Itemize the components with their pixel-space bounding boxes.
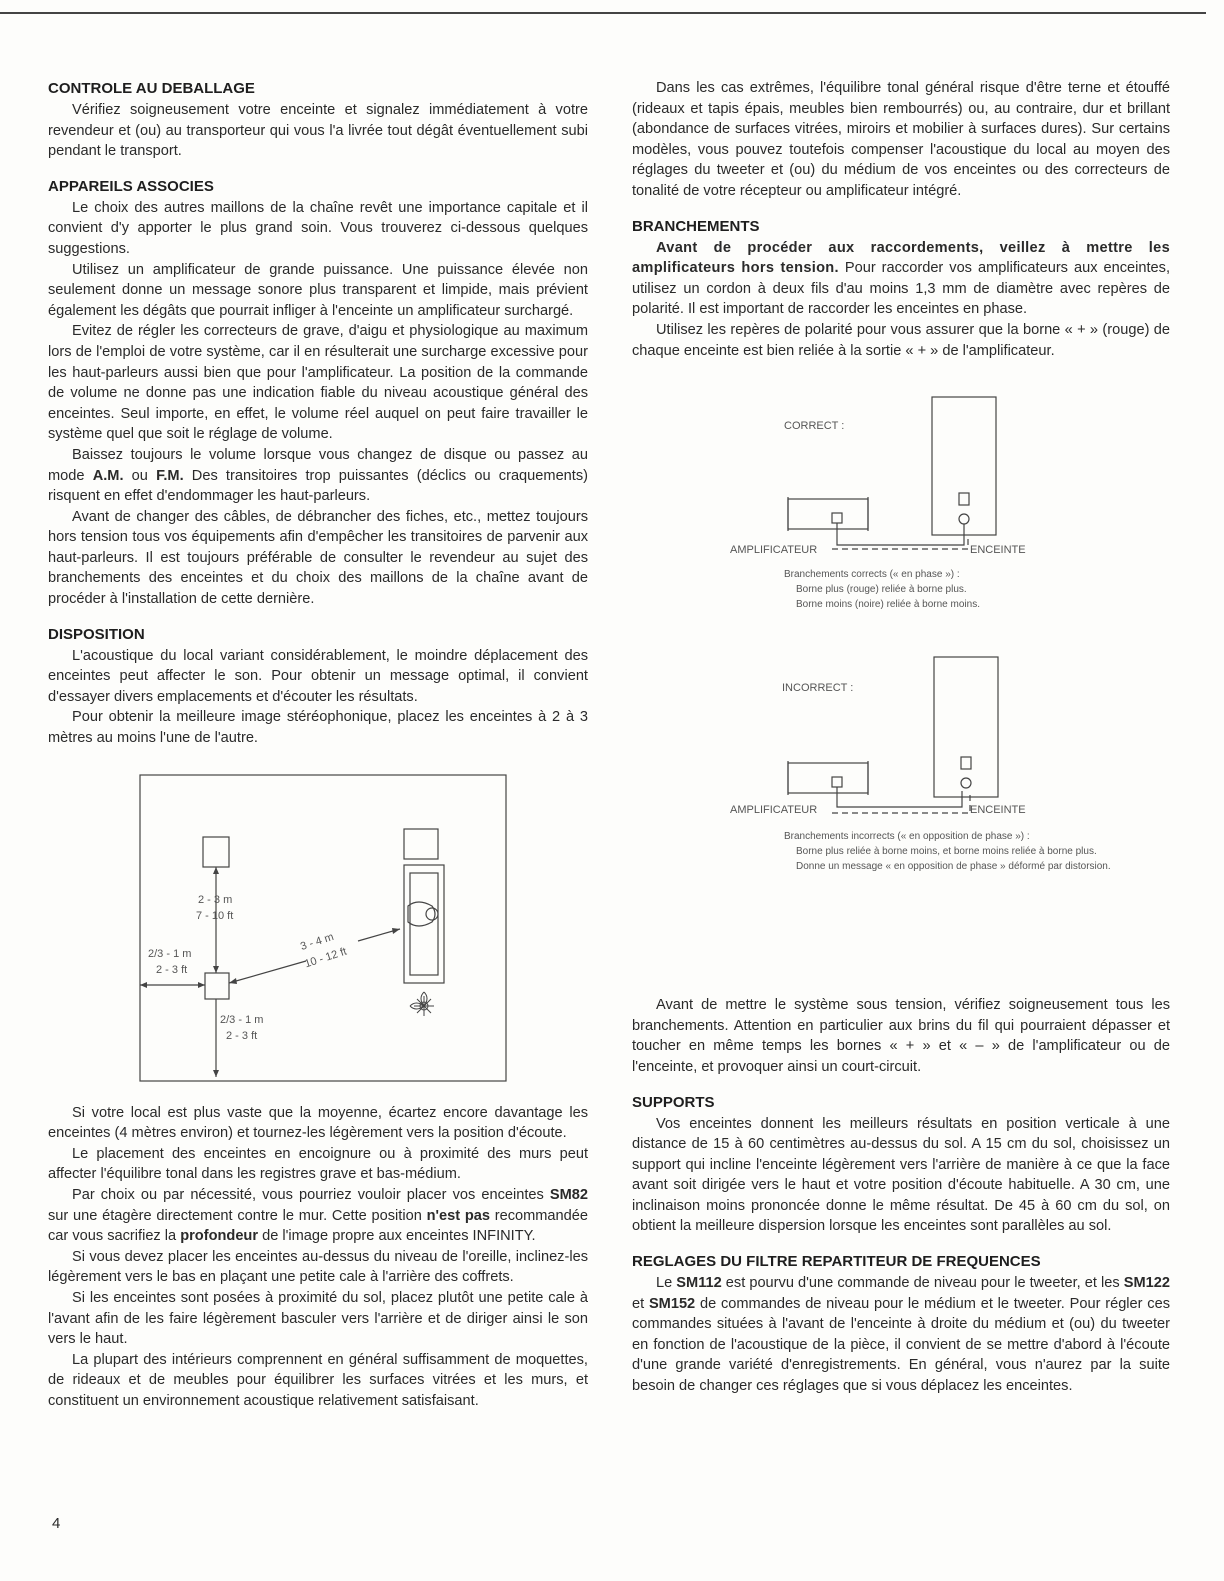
speaker-terminal-incorrect: [961, 757, 971, 769]
dim-back-m: 2/3 - 1 m: [220, 1013, 264, 1026]
incorrect-caption-1: Branchements incorrects (« en opposition de phase ») :: [784, 831, 1030, 843]
bold-model: SM122: [1123, 1275, 1170, 1292]
left-column: [48, 78, 588, 1426]
text-run: Pour raccorder vos amplificateurs aux enceintes, utilisez un cordon à deux fils d'au moins 1,3 mm de diamètre avec repères de polarité. Il est important de raccorder les enceintes en phase.: [632, 260, 1170, 318]
bold-model: SM152: [648, 1295, 696, 1312]
amplifier-correct: [788, 499, 868, 529]
listener-icon: [408, 902, 435, 926]
dim-listen-ft: 10 - 12 ft: [303, 945, 349, 971]
paragraph: Si vous devez placer les enceintes au-dessus du niveau de l'oreille, inclinez-les légèrement vers le bas en plaçant une petite cale à l'arrière des coffrets.: [48, 1248, 588, 1286]
dim-spacing-m: 2 - 3 m: [198, 893, 233, 906]
right-column: [632, 78, 1170, 1411]
bold-model: SM82: [549, 1187, 588, 1203]
paragraph: [632, 1273, 1170, 1397]
wall-unit-icon: [404, 829, 438, 859]
bold-am: A.M.: [92, 467, 124, 484]
speaker-terminal-circle: [959, 514, 969, 524]
bold-emphasis: profondeur: [180, 1228, 259, 1245]
room-placement-figure: [48, 771, 588, 1091]
section-reglages: [632, 1251, 1170, 1397]
section-after: [632, 995, 1170, 1077]
top-rule: [0, 12, 1206, 14]
text-run: recommandée car vous sacrifiez la: [48, 1207, 589, 1245]
paragraph: Utilisez un amplificateur de grande puissance. Une puissance élevée non seulement donne un message sonore plus transparent et limpide, mais prévient également les dégâts que pourrait infliger à l'enceinte un amplificateur surchargé.: [48, 261, 588, 319]
wiring-figure: [632, 367, 1170, 987]
amplifier-terminal: [832, 513, 842, 523]
wire-incorrect-dashed: [832, 791, 970, 813]
paragraph: [48, 445, 588, 507]
wire-correct-dashed: [832, 537, 968, 549]
speaker-rear-icon: [203, 837, 229, 867]
section-disposition-cont: [48, 1103, 588, 1412]
text-run: Le: [656, 1275, 677, 1292]
amplifier-terminal: [832, 777, 842, 787]
correct-caption-3: Borne moins (noire) reliée à borne moins.: [796, 599, 980, 611]
heading-appareils: APPAREILS ASSOCIES: [48, 177, 214, 195]
bold-model: SM112: [676, 1275, 722, 1292]
dim-back-ft: 2 - 3 ft: [226, 1029, 258, 1042]
paragraph: Avant de changer des câbles, de débrancher des fiches, etc., mettez toujours hors tension tous vos équipements afin d'empêcher les transitoires de parvenir aux haut-parleurs. Il est toujours préférable de consulter le revendeur au sujet des branchements des enceintes et du choix des maillons de la chaîne avant de procéder à l'installation de cette dernière.: [48, 508, 588, 608]
correct-caption-1: Branchements corrects (« en phase ») :: [784, 569, 960, 581]
speaker-front-icon: [205, 973, 229, 999]
text-run: et: [632, 1295, 649, 1312]
room-outline: [140, 775, 506, 1081]
paragraph: Le placement des enceintes en encoignure ou à proximité des murs peut affecter l'équilibre tonal dans les registres grave et bas-médium.: [48, 1145, 588, 1183]
plant-icon: [410, 992, 434, 1016]
heading-branchements: BRANCHEMENTS: [632, 217, 760, 235]
paragraph: Vos enceintes donnent les meilleurs résultats en position verticale à une distance de 15 à 60 centimètres au-dessus du sol. A 15 cm du sol, choisissez un support qui incline l'enceinte légèrement vers l'arrière de manière à ce que la face avant soit dirigée vers le haut et votre position d'écoute habituelle. A 30 cm, une inclinaison moins prononcée donne le même résultat. De 45 à 60 cm du sol, on obtient la meilleure dispersion lorsque les enceintes sont parallèles au sol.: [632, 1115, 1170, 1235]
paragraph: [48, 1185, 588, 1247]
paragraph: L'acoustique du local variant considérablement, le moindre déplacement des enceintes peut affecter le son. Pour obtenir un message optimal, il convient d'essayer divers emplacements et d'écouter les résultats.: [48, 647, 588, 705]
heading-supports: SUPPORTS: [632, 1093, 715, 1111]
sofa-back-icon: [410, 873, 438, 975]
listener-head-icon: [426, 908, 438, 920]
wiring-diagram: [632, 367, 1170, 987]
paragraph: Le choix des autres maillons de la chaîne revêt une importance capitale et il convient d'y apporter le plus grand soin. Vous trouverez ci-dessous quelques suggestions.: [48, 199, 588, 257]
section-branchements: [632, 216, 1170, 362]
bold-emphasis: n'est pas: [426, 1207, 490, 1224]
paragraph: Pour obtenir la meilleure image stéréophonique, placez les enceintes à 2 à 3 mètres au moins l'une de l'autre.: [48, 709, 588, 747]
dim-spacing-ft: 7 - 10 ft: [196, 909, 234, 922]
text-run: ou: [123, 467, 157, 484]
speaker-label: ENCEINTE: [970, 804, 1026, 817]
page-number: 4: [52, 1515, 61, 1532]
amplifier-label: AMPLIFICATEUR: [730, 544, 818, 557]
heading-controle: CONTROLE AU DEBALLAGE: [48, 80, 255, 97]
paragraph: Vérifiez soigneusement votre enceinte et signalez immédiatement à votre revendeur et (ou) au transporteur qui vous l'a livrée tout dégât éventuellement subi pendant le transport.: [48, 102, 588, 160]
correct-title: CORRECT :: [784, 420, 845, 433]
speaker-terminal-correct: [959, 493, 969, 505]
paragraph: Evitez de régler les correcteurs de grave, d'aigu et physiologique au maximum lors de l'emploi de votre système, car il en résulterait une surcharge excessive pour les haut-parleurs aussi bien que pour l'amplificateur. La position de la commande de volume ne donne pas une indication fiable du niveau acoustique général des enceintes. Seul importe, en effet, le volume réel auquel on peut faire travailler le système quel que soit le réglage de volume.: [48, 323, 588, 443]
speaker-label: ENCEINTE: [970, 544, 1026, 557]
paragraph: Utilisez les repères de polarité pour vous assurer que la borne « + » (rouge) de chaque enceinte est bien reliée à la sortie « + » de l'amplificateur.: [632, 321, 1170, 359]
text-run: de commandes de niveau pour le médium et le tweeter. Pour régler ces commandes situées à l'avant de l'enceinte à droite du médium et (ou) du tweeter en fonction de l'acoustique de la pièce, il convient de se mettre d'abord à l'écoute d'une grande variété d'enregistrements. En général, vous n'aurez par la suite besoin de changer ces réglages que si vous déplacez les enceintes.: [632, 1295, 1170, 1395]
dim-side-ft: 2 - 3 ft: [156, 963, 188, 976]
correct-caption-2: Borne plus (rouge) reliée à borne plus.: [796, 584, 967, 596]
speaker-cabinet-incorrect: [934, 657, 998, 797]
section-appareils: [48, 176, 588, 610]
paragraph: [632, 238, 1170, 320]
speaker-terminal-circle: [961, 778, 971, 788]
amplifier-label: AMPLIFICATEUR: [730, 804, 818, 817]
bold-fm: F.M.: [156, 467, 184, 484]
paragraph: Avant de mettre le système sous tension, vérifiez soigneusement tous les branchements. Attention en particulier aux brins du fil qui pourraient dépasser et toucher en même temps les bornes « + » et « – » de l'amplificateur ou de l'enceinte, et provoquer ainsi un court-circuit.: [632, 997, 1170, 1075]
heading-reglages: REGLAGES DU FILTRE REPARTITEUR DE FREQUENCES: [632, 1253, 1041, 1271]
room-diagram: [48, 771, 588, 1091]
section-controle: [48, 78, 588, 162]
section-intro: [632, 78, 1170, 202]
bold-lede: Avant de procéder aux raccordements, veillez à mettre les amplificateurs hors tension.: [632, 239, 1170, 277]
text-run: de l'image propre aux enceintes INFINITY.: [258, 1228, 536, 1245]
paragraph: Si les enceintes sont posées à proximité du sol, placez plutôt une petite cale à l'avant afin de les faire légèrement basculer vers l'arrière et de diriger ainsi le son vers le haut.: [48, 1289, 588, 1348]
incorrect-caption-2: Borne plus reliée à borne moins, et borne moins reliée à borne plus.: [796, 846, 1097, 858]
paragraph: Si votre local est plus vaste que la moyenne, écartez encore davantage les enceintes (4 mètres environ) et tournez-les légèrement vers la position d'écoute.: [48, 1104, 588, 1142]
dim-side-m: 2/3 - 1 m: [148, 947, 192, 960]
text-run: Des transitoires trop puissantes (déclics ou craquements) risquent en effet d'endommager les haut-parleurs.: [48, 467, 589, 505]
text-run: Baissez toujours le volume lorsque vous changez de disque ou passez au mode: [48, 446, 588, 484]
section-supports: [632, 1092, 1170, 1238]
paragraph: Dans les cas extrêmes, l'équilibre tonal général risque d'être terne et étouffé (rideaux et tapis épais, meubles bien rembourrés) ou, au contraire, dur et brillant (abondance de surfaces vitrées, miroirs et mobilier à surfaces dures). Sur certains modèles, vous pouvez toutefois compenser l'acoustique du local au moyen des réglages du tweeter et (ou) du médium de vos enceintes ou des correcteurs de tonalité de votre récepteur ou amplificateur intégré.: [632, 80, 1170, 199]
incorrect-title: INCORRECT :: [782, 682, 854, 695]
listening-line: [229, 961, 306, 983]
text-run: Par choix ou par nécessité, vous pourriez vouloir placer vos enceintes: [72, 1187, 550, 1203]
dim-listen-m: 3 - 4 m: [298, 930, 336, 953]
paragraph: La plupart des intérieurs comprennent en général suffisamment de moquettes, de rideaux et de meubles pour équilibrer les surfaces vitrées et les murs, et constituent un environnement acoustique relativement satisfaisant.: [48, 1351, 588, 1409]
wire-correct: [837, 523, 964, 545]
text-run: est pourvu d'une commande de niveau pour le tweeter, et les: [721, 1275, 1124, 1292]
incorrect-caption-3: Donne un message « en opposition de phase » déformé par distorsion.: [796, 861, 1111, 873]
amplifier-incorrect: [788, 763, 868, 793]
section-disposition: [48, 624, 588, 749]
text-run: sur une étagère directement contre le mur. Cette position: [48, 1207, 427, 1224]
heading-disposition: DISPOSITION: [48, 625, 145, 643]
